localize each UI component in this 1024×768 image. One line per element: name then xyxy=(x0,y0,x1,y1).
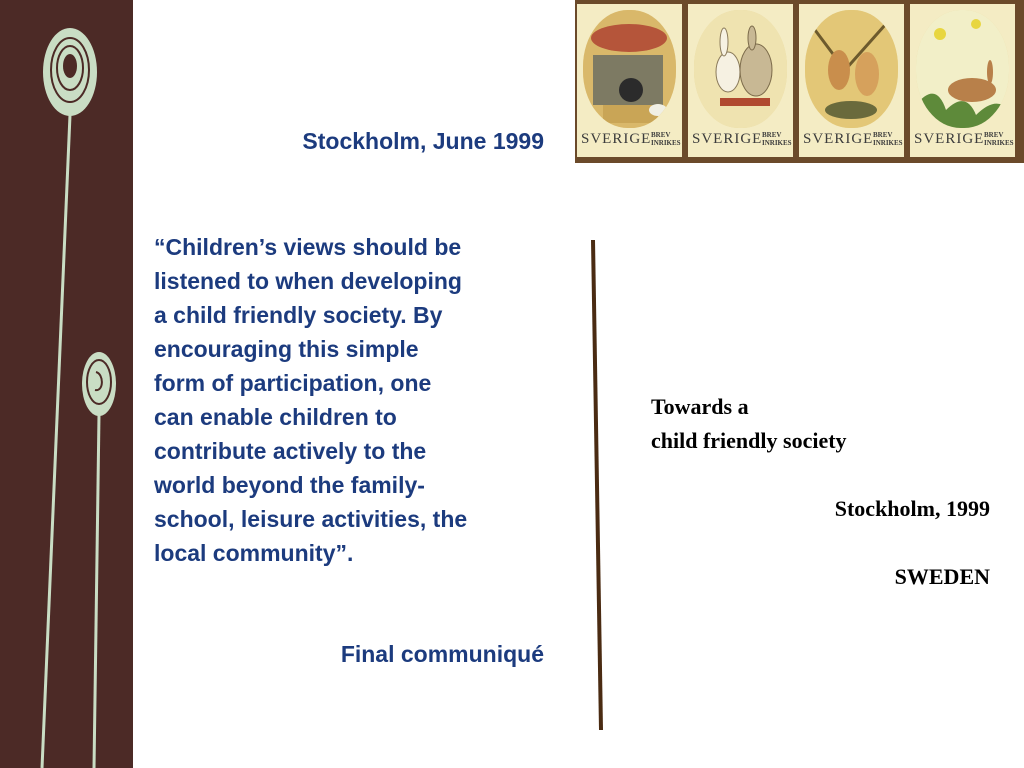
place-year: Stockholm, 1999 xyxy=(834,496,990,521)
title-line-2: child friendly society xyxy=(651,428,847,453)
stamp-3 xyxy=(799,4,904,157)
stamp-2 xyxy=(688,4,793,157)
rabbit-dance-scene-icon xyxy=(805,10,898,128)
stamp-country-label: SVERIGE xyxy=(581,131,652,147)
quote-attribution: Final communiqué xyxy=(340,641,544,667)
title-line-1: Towards a xyxy=(651,394,749,419)
communique-quote: “Children’s views should be listened to when developing a child friendly society. By encouraging this simple form of participation, one can enable children to contribute actively to the world beyond the family- school, leisure activities, the local community”. xyxy=(154,234,468,566)
rabbit-kitchen-scene-icon xyxy=(583,10,676,128)
stamp-1 xyxy=(577,4,682,157)
stamp-country-label: SVERIGE xyxy=(803,131,874,147)
stamp-country-label: SVERIGE xyxy=(692,131,763,147)
rabbit-family-tea-scene-icon xyxy=(694,10,787,128)
flower-stems-illustration xyxy=(0,0,133,768)
decorative-side-panel xyxy=(0,0,133,768)
spiral-flower-top-icon xyxy=(43,28,97,116)
rabbit-meadow-scene-icon xyxy=(916,10,1009,128)
stamp-4 xyxy=(910,4,1015,157)
stamp-type-label: BREV INRIKES xyxy=(873,131,903,147)
stamp-country-label: SVERIGE xyxy=(914,131,985,147)
country-name: SWEDEN xyxy=(894,564,990,589)
date-heading: Stockholm, June 1999 xyxy=(302,128,544,154)
stamp-type-label: BREV INRIKES xyxy=(762,131,792,147)
stamp-strip-image xyxy=(575,0,1024,163)
spiral-flower-bottom-icon xyxy=(82,352,116,416)
stamp-type-label: BREV INRIKES xyxy=(984,131,1014,147)
stamp-type-label: BREV INRIKES xyxy=(651,131,681,147)
